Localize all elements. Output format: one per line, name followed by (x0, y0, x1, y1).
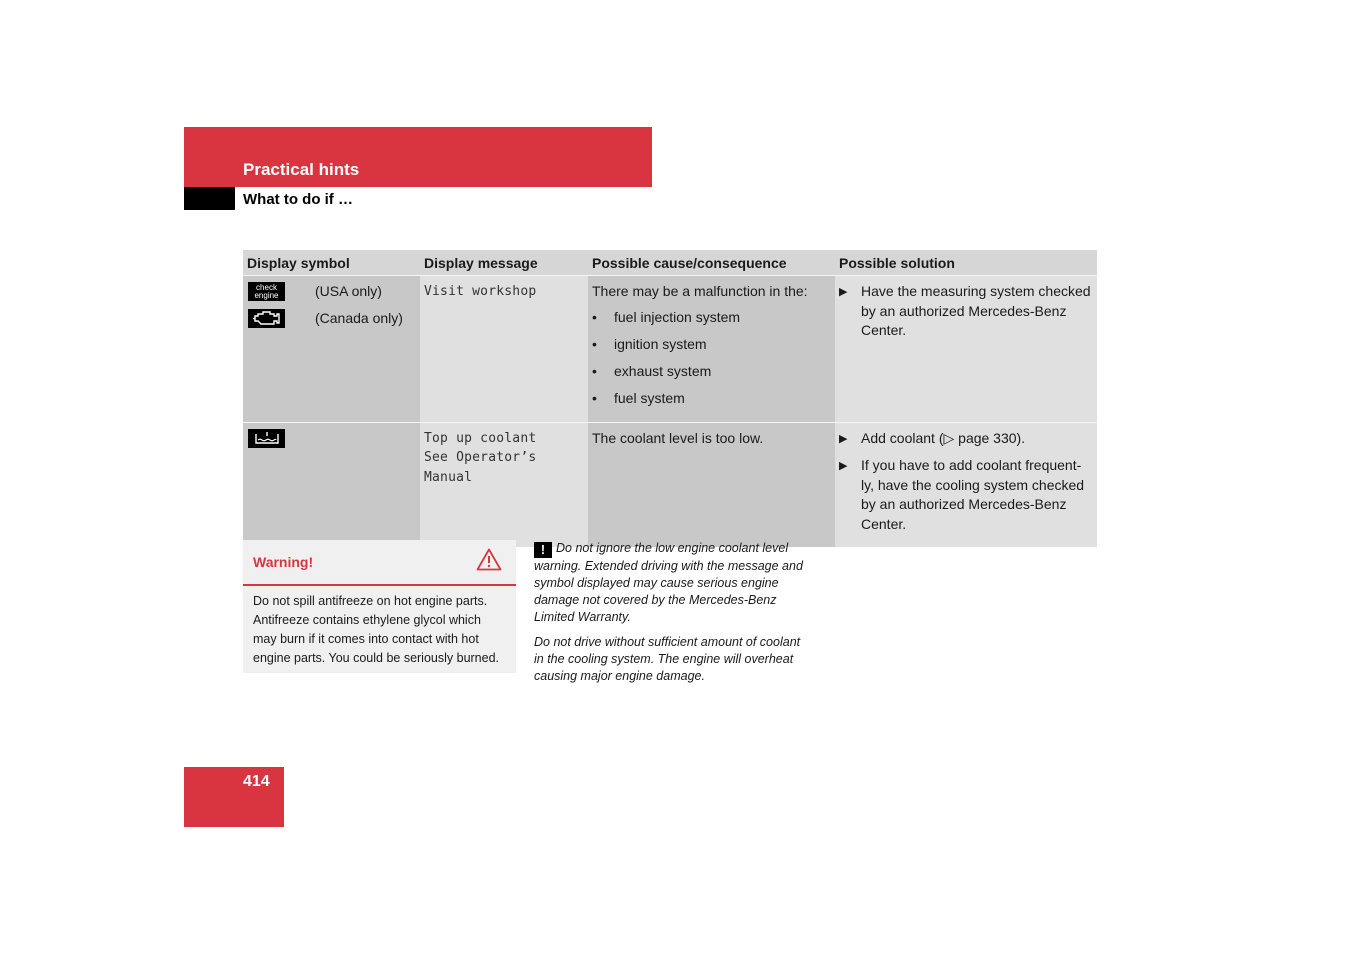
coolant-level-icon (248, 429, 285, 448)
symbol-line (247, 282, 416, 301)
cause-cell (588, 276, 835, 423)
symbol-label: (USA only) (315, 282, 382, 299)
solution-item (839, 456, 1093, 534)
list-item-text: fuel system (614, 389, 685, 406)
column-header-cause: Possible cause/consequence (588, 250, 835, 276)
arrow-bullet-icon: ▶ (839, 460, 848, 472)
symbol-line (247, 429, 416, 448)
list-item-text: fuel injection system (614, 308, 741, 325)
indicator-table (243, 250, 1097, 547)
arrow-bullet-icon: ▶ (839, 286, 848, 298)
section-marker (184, 187, 235, 210)
note-paragraph (534, 634, 812, 685)
warning-box (243, 540, 516, 673)
list-item-text: ignition system (614, 335, 707, 352)
symbol-label: (Canada only) (315, 309, 403, 326)
note-paragraph (534, 540, 812, 626)
solution-cell (835, 422, 1097, 547)
table-row (243, 276, 1097, 423)
exclamation-icon: ! (534, 542, 552, 558)
note-text: Do not drive without sufficient amount of coolant in the cooling system. The engine will overheat causing major engine damage. (534, 635, 801, 683)
column-header-solution: Possible solution (835, 250, 1097, 276)
cause-text: The coolant level is too low. (592, 429, 764, 446)
list-item: • fuel system (592, 389, 831, 409)
cause-cell (588, 422, 835, 547)
warning-header (243, 540, 516, 586)
solution-text: If you have to add coolant frequent-ly, have the cooling system checked by an authorized Mercedes-Benz Center. (861, 457, 1085, 532)
warning-triangle-icon (476, 548, 502, 576)
solution-text: Have the measuring system checked by an authorized Mercedes-Benz Center. (861, 283, 1091, 338)
list-item-text: exhaust system (614, 362, 712, 379)
table-header-row (243, 250, 1097, 276)
column-header-symbol: Display symbol (243, 250, 420, 276)
column-header-message: Display message (420, 250, 588, 276)
symbol-cell (243, 422, 420, 547)
warning-title: Warning! (253, 554, 314, 570)
message-cell (420, 276, 588, 423)
list-item: • exhaust system (592, 362, 831, 382)
check-engine-icon: check engine (248, 282, 285, 301)
display-message: Visit workshop (424, 284, 537, 299)
warning-body: Do not spill antifreeze on hot engine parts. Antifreeze contains ethylene glycol which may burn if it comes into contact with hot engine parts. You could be seriously burned. (253, 594, 500, 665)
section-title: Practical hints (243, 160, 360, 179)
list-item: • fuel injection system (592, 308, 831, 328)
solution-item (839, 282, 1093, 341)
subsection-title: What to do if … (243, 191, 353, 208)
table-row (243, 422, 1097, 547)
engine-outline-icon (248, 309, 285, 328)
symbol-cell (243, 276, 420, 423)
symbol-line (247, 309, 416, 328)
page-number: 414 (243, 773, 270, 790)
solution-item (839, 429, 1093, 450)
solution-text: Add coolant (▷ page 330). (861, 429, 1026, 446)
solution-cell (835, 276, 1097, 423)
display-message: See Operator’s Manual (424, 450, 537, 485)
message-cell (420, 422, 588, 547)
list-item: • ignition system (592, 335, 831, 355)
arrow-bullet-icon: ▶ (839, 432, 848, 445)
cause-text: There may be a malfunction in the: (592, 283, 808, 299)
note-text: Do not ignore the low engine coolant level warning. Extended driving with the message and symbol displayed may cause serious engine damage not covered by the Mercedes-Benz Limited Warranty. (534, 541, 803, 624)
note-block (534, 540, 812, 693)
display-message: Top up coolant (424, 430, 537, 446)
